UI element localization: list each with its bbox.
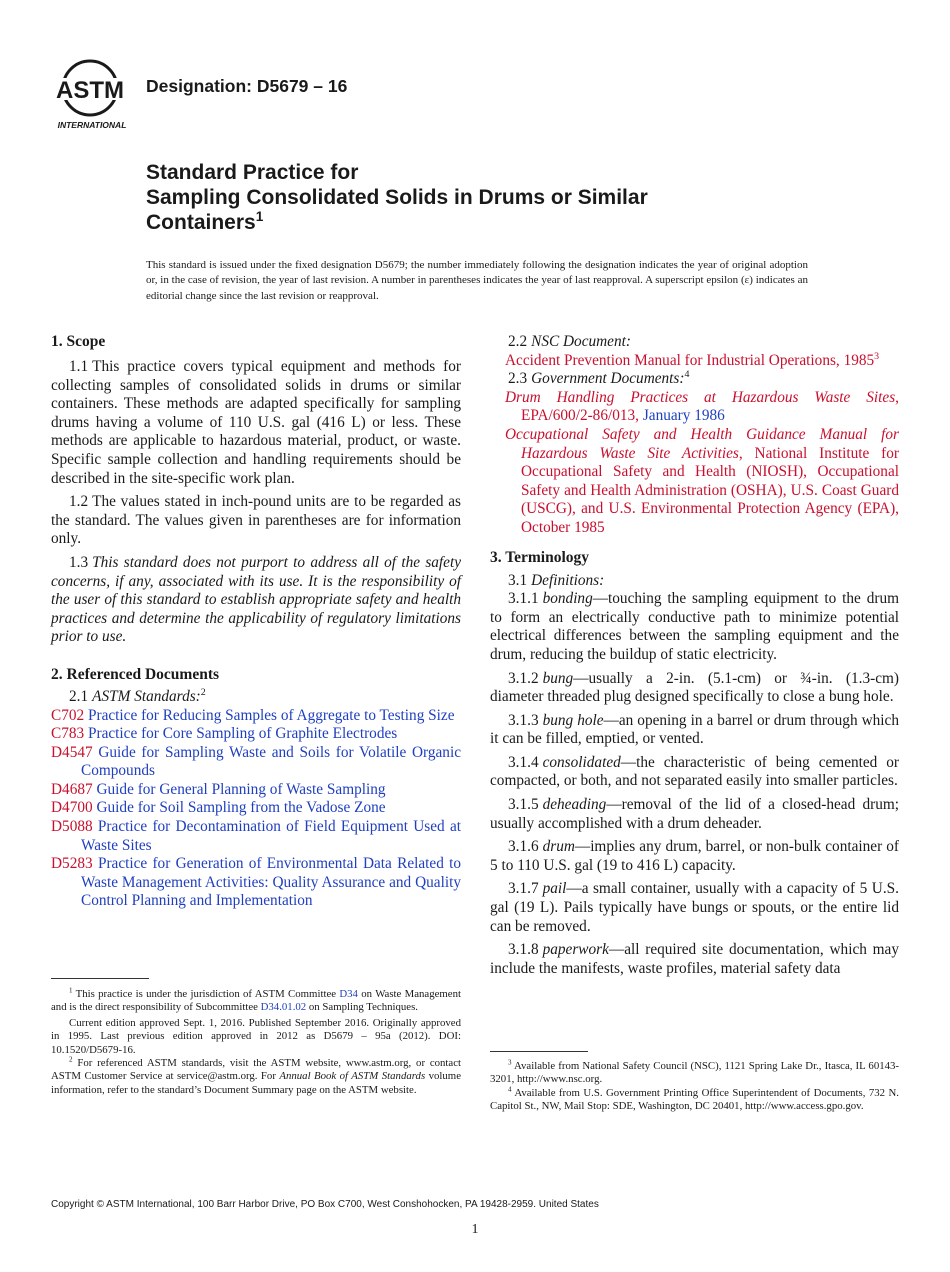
nsc-document[interactable] [505, 352, 899, 371]
definition-term: paperwork [542, 941, 609, 959]
ref-title[interactable]: Guide for General Planning of Waste Sampling [96, 780, 386, 798]
title-line-3 [146, 210, 648, 235]
terminology-3-1-text: Definitions: [531, 571, 605, 589]
refdocs-2-2 [490, 333, 899, 352]
scope-1-1-num: 1.1 [69, 358, 89, 375]
footnote-1 [51, 988, 461, 1015]
astm-logo-graphic [50, 54, 136, 134]
definition-num: 3.1.4 [508, 753, 539, 771]
footnote-1-edition: Current edition approved Sept. 1, 2016. Published September 2016. Originally approved in 1995. Last previous edition approved in 2012 as D5679 – 95a (2012). DOI: 10.1520/D5679-16. [51, 1016, 461, 1056]
definition-num: 3.1.8 [508, 941, 539, 959]
title-line-3-text: Containers [146, 211, 256, 234]
refdocs-2-1 [51, 688, 461, 707]
definition-term: pail [542, 880, 567, 898]
gov-document-2-rest[interactable]: , National Institute for Occupational Safety and Health (NIOSH), Occupational Safety and Health Administration (OSHA), U.S. Coast Guard (USCG), and U.S. Environmental Protection Agency (EPA), October 1985 [521, 444, 899, 536]
title-line-1: Standard Practice for [146, 161, 359, 184]
footnote-3 [490, 1060, 899, 1087]
definition [490, 796, 899, 833]
definition-term: drum [542, 838, 575, 856]
ref-item[interactable] [51, 744, 461, 781]
definition-text: —an opening in a barrel or drum through which it can be filled, emptied, or vented. [490, 711, 899, 748]
logo-text: ASTM [56, 77, 124, 104]
ref-title[interactable]: Practice for Generation of Environmental Data Related to Waste Management Activities: Quality Assurance and Quality Control Planning and Implementation [81, 855, 462, 910]
ref-code[interactable]: D4687 [51, 780, 93, 798]
definition-term: bung [542, 669, 574, 687]
committee-link[interactable]: D34 [339, 988, 358, 1000]
scope-1-2-text: The values stated in inch-pound units are to be regarded as the standard. The values given in parentheses are for information only. [51, 493, 461, 548]
ref-code[interactable]: C702 [51, 706, 85, 724]
ref-code[interactable]: D4547 [51, 743, 93, 761]
scope-heading: 1. Scope [51, 333, 106, 350]
refdocs-2-1-text: ASTM Standards: [92, 687, 201, 705]
page-number: 1 [471, 1222, 479, 1237]
footnote-4 [490, 1087, 899, 1114]
terminology-heading: 3. Terminology [490, 548, 590, 566]
ref-title[interactable]: Practice for Reducing Samples of Aggregate to Testing Size [87, 706, 455, 724]
ref-code[interactable]: D5088 [51, 818, 93, 836]
ref-item[interactable] [51, 781, 461, 800]
title-line-2: Sampling Consolidated Solids in Drums or Similar [146, 186, 648, 209]
ref-title[interactable]: Guide for Soil Sampling from the Vadose Zone [96, 799, 386, 817]
footnote-2-italic: Annual Book of ASTM Standards [279, 1070, 426, 1083]
gov-document-1-title[interactable]: Drum Handling Practices at Hazardous Waste Sites [505, 388, 896, 406]
scope-1-1 [51, 358, 461, 488]
ref-item[interactable] [51, 818, 461, 855]
footnote-4-mark: 4 [508, 1085, 512, 1094]
ref-item[interactable] [51, 707, 461, 726]
definition-term: bonding [542, 590, 593, 608]
scope-1-1-text: This practice covers typical equipment and methods for collecting samples of consolidated solids in drums or similar containers. These methods are adapted specifically for sampling drums having a volume of 110 U.S. gal (416 L) or less. These methods are applicable to hazardous material, product, or waste. Specific sample collection and handling requirements should be described in the site-specific work plan. [51, 358, 461, 487]
designation: Designation: D5679 – 16 [146, 76, 348, 96]
scope-1-2-num: 1.2 [69, 493, 89, 511]
ref-code[interactable]: D5283 [51, 855, 93, 873]
definition-num: 3.1.7 [508, 880, 539, 898]
ref-code[interactable]: C783 [51, 725, 85, 743]
refdocs-2-3-text: Government Documents: [531, 370, 685, 388]
footnote-2-text-b: volume information, refer to the standard’s Document Summary page on the ASTM website. [51, 1070, 461, 1096]
definition [490, 670, 899, 707]
definition-num: 3.1.6 [508, 838, 539, 856]
scope-1-3-num: 1.3 [69, 553, 89, 571]
left-column [51, 333, 461, 911]
definition-text: —a small container, usually with a capacity of 5 U.S. gal (19 L). Pails typically have bungs or spouts, or the entire lid can be removed. [490, 880, 899, 935]
footnote-divider-right [490, 1051, 588, 1052]
footnote-1-text-a: This practice is under the jurisdiction of ASTM Committee [75, 988, 340, 1000]
definition-term: consolidated [542, 753, 621, 771]
title-footnote-mark: 1 [255, 209, 264, 224]
refdocs-2-2-text: NSC Document: [531, 333, 631, 350]
nsc-document-sup: 3 [874, 350, 880, 362]
logo-subtext: INTERNATIONAL [57, 120, 127, 130]
footnotes-right [490, 1060, 899, 1114]
definition-term: deheading [542, 796, 607, 814]
right-column [490, 333, 899, 978]
scope-1-3-text: This standard does not purport to address all of the safety concerns, if any, associated with its use. It is the responsibility of the user of this standard to establish appropriate safety and health practices and determine the applicability of regulatory limitations prior to use. [51, 553, 461, 646]
document-title [146, 160, 648, 235]
definition-num: 3.1.3 [508, 711, 539, 729]
footnote-1-text-c: on Sampling Techniques. [306, 1001, 419, 1014]
definition-term: bung hole [542, 711, 604, 729]
gov-document-1-date[interactable]: January 1986 [642, 407, 725, 425]
ref-item[interactable] [51, 855, 461, 911]
copyright-notice: Copyright © ASTM International, 100 Barr Harbor Drive, PO Box C700, West Conshohocken, PA 19428-2959. United States [51, 1199, 599, 1210]
ref-item[interactable] [51, 725, 461, 744]
definition-text: —the characteristic of being cemented or compacted, or both, and not separated easily into smaller particles. [490, 753, 899, 790]
astm-logo [50, 54, 136, 134]
definition-num: 3.1.5 [508, 796, 539, 814]
footnote-2-text-a: For referenced ASTM standards, visit the ASTM website, www.astm.org, or contact ASTM Customer Service at service@astm.org. For [51, 1057, 461, 1083]
footnote-2 [51, 1057, 461, 1097]
refdocs-2-3-sup: 4 [684, 369, 690, 381]
definition-text: —touching the sampling equipment to the drum to form an electrically conductive path to minimize potential electrical differences between the sampling equipment and the drum, reducing the buildup of static electricity. [490, 590, 899, 663]
footnote-3-text: Available from National Safety Council (NSC), 1121 Spring Lake Dr., Itasca, IL 60143-3201, http://www.nsc.org. [490, 1060, 900, 1086]
refdocs-2-2-num: 2.2 [508, 333, 528, 350]
definition-text: —removal of the lid of a closed-head drum; usually accomplished with a drum deheader. [490, 796, 899, 832]
footnote-2-mark: 2 [69, 1055, 73, 1064]
footnote-1-text-b: on Waste Management and is the direct responsibility of Subcommittee [51, 988, 461, 1014]
refdocs-2-3-num: 2.3 [508, 370, 528, 388]
ref-code[interactable]: D4700 [51, 799, 93, 817]
definition-num: 3.1.2 [508, 669, 539, 687]
terminology-3-1 [490, 572, 899, 591]
refdocs-2-1-num: 2.1 [69, 687, 89, 705]
refdocs-2-3 [490, 370, 899, 389]
definition-text: —all required site documentation, which may include the manifests, waste profiles, material safety data [490, 941, 899, 977]
definition [490, 590, 899, 664]
subcommittee-link[interactable]: D34.01.02 [260, 1001, 307, 1014]
gov-document-1-rest[interactable]: , EPA/600/2-86/013, [521, 388, 899, 425]
refdocs-heading: 2. Referenced Documents [51, 665, 220, 683]
footnotes-left [51, 988, 461, 1097]
gov-document-1[interactable] [505, 389, 899, 426]
terminology-3-1-num: 3.1 [508, 571, 528, 589]
ref-title[interactable]: Guide for Sampling Waste and Soils for Volatile Organic Compounds [81, 743, 461, 780]
definition [490, 880, 899, 936]
definition-text: —implies any drum, barrel, or non-bulk container of 5 to 110 U.S. gal (19 to 416 L) capacity. [490, 838, 899, 874]
ref-item[interactable] [51, 799, 461, 818]
scope-1-3 [51, 554, 461, 647]
ref-title[interactable]: Practice for Decontamination of Field Equipment Used at Waste Sites [81, 818, 461, 854]
definition-num: 3.1.1 [508, 590, 539, 608]
definition [490, 712, 899, 749]
refdocs-2-1-sup: 2 [200, 686, 206, 698]
definition [490, 754, 899, 791]
gov-document-2[interactable] [505, 426, 899, 538]
scope-1-2 [51, 493, 461, 549]
definition-text: —usually a 2-in. (5.1-cm) or ¾-in. (1.3-cm) diameter threaded plug designed specifically to close a bung hole. [490, 669, 899, 706]
footnote-4-text: Available from U.S. Government Printing Office Superintendent of Documents, 732 N. Capitol St., NW, Mail Stop: SDE, Washington, DC 20401, http://www.access.gpo.gov. [490, 1086, 899, 1113]
definition [490, 838, 899, 875]
ref-title[interactable]: Practice for Core Sampling of Graphite Electrodes [87, 725, 398, 743]
footnote-divider-left [51, 978, 149, 979]
definition [490, 941, 899, 978]
nsc-document-title[interactable]: Accident Prevention Manual for Industrial Operations, 1985 [505, 351, 875, 369]
footnote-1-mark: 1 [69, 986, 73, 995]
footnote-3-mark: 3 [508, 1058, 512, 1067]
gov-document-2-title[interactable]: Occupational Safety and Health Guidance Manual for Hazardous Waste Site Activities [505, 425, 899, 462]
standard-notice: This standard is issued under the fixed designation D5679; the number immediately following the designation indicates the year of original adoption or, in the case of revision, the year of last revision. A number in parentheses indicates the year of last reapproval. A superscript epsilon (ε) indicates an editorial change since the last revision or reapproval. [146, 259, 808, 302]
